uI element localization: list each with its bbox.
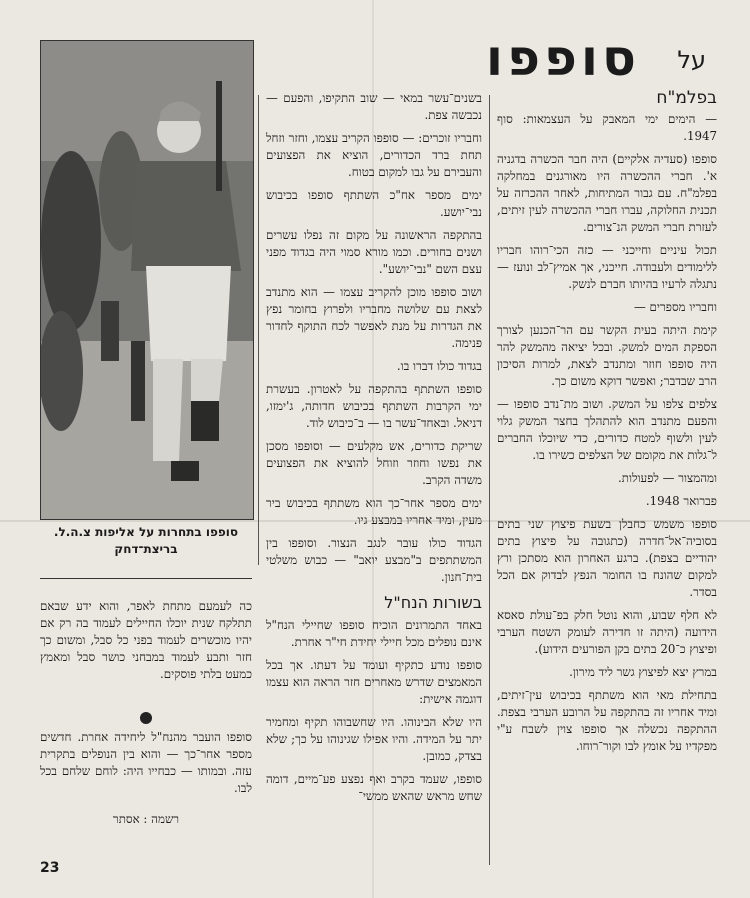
paragraph: פברואר 1948.	[645, 494, 717, 508]
paragraph: סופפו (סעדיה אלקיים) היה חבר הכשרה בדגניה א'. חברי ההכשרה היו מאורגנים במחלקה בפלמ"ח. עם גבור המתיחות, לאחר ההכרזה על תכנית החלוקה, עברו חברי ההכשרה לעין זיתים, לעזרת חברי המשק הנ־צורים.	[497, 152, 717, 234]
column-rule	[258, 95, 259, 565]
page-number: 23	[40, 860, 60, 876]
photo-caption: סופפו בתחרות על אליפות צ.ה.ל. בריצת־דחק	[53, 525, 239, 556]
paragraph: בהתקפה הראשונה על מקום זה נפלו עשרים ושנים בחורים. וכמו מורא סמוי היה בגדוד מפני עצם השם "נבי־יושע".	[266, 228, 482, 276]
paragraph: ימים מספר אח"כ השתתף סופפו בכיבוש נבי־יושע.	[266, 188, 482, 219]
article-title: סופפו	[485, 29, 640, 87]
paragraph: ימים מספר אחר־כך הוא משתתף בכיבוש ביר מעין, ומיד אחריו במבצע גיו.	[266, 496, 482, 527]
bullet-separator	[140, 712, 152, 724]
paragraph: — הימים ימי המאבק על העצמאות: סוף 1947.	[497, 112, 717, 143]
paragraph: הגדוד כולו עובר לנגב הנצור. וסופפו בין המשתתפים ב"מבצע יואב" — כבוש משלטי בית־חנון.	[266, 536, 482, 584]
paragraph: היו שלא הבינוהו. היו שחשבוהו תקיף ומחמיר יתר על המידה. והיו אפילו שגינוהו על כך; שלא בצדק, כמובן.	[266, 715, 482, 763]
paragraph: וחבריו זוכרים: — סופפו הקריב עצמו, וחזר וזחל תחת ברד הכדורים, הוציא את הפצועים והעבירם על גבו למקום בטוח.	[266, 131, 482, 179]
author-credit: רשמה : אסתר	[112, 812, 180, 826]
paragraph: סופפו נודע כתקיף ועומד על דעתו. אך בכל המאמצים שדרש מאחרים חזר הראה הוא עצמו דוגמה אישית:	[266, 658, 482, 706]
paragraph: סופפו השתתף בהתקפה על לאטרון. בעשרת ימי הקרבות השתתף בכיבוש חדותה, ג'ימזו, דניאל. ובאחד־עשר בו — ב־כיבוש לוד.	[266, 382, 482, 430]
paragraph: סופפו הועבר מהנח"ל ליחידה אחרת. חדשים מספר אחר־כך — והוא בין הנופלים בתקרית עזה. ובמותו — כבחייו היה: לוחם שלחם בכל לבו.	[40, 730, 252, 795]
photo-runner	[40, 40, 254, 520]
paragraph: במרץ יצא לפיצוץ גשר ליד מירון.	[569, 665, 717, 679]
section-heading-nahal: בשורות הנח"ל	[384, 593, 482, 612]
runner-photo-illustration	[41, 41, 253, 519]
column-right	[497, 90, 717, 761]
paragraph: באחד התמרונים הוכיח סופפו שחיילי הנח"ל אינם נופלים מכל חיילי יחידת חי"ר אחרת.	[266, 618, 482, 649]
column-rule	[489, 95, 490, 865]
paragraph: ושוב סופפו מוכן להקריב עצמו — הוא מתנדב לצאת עם שלושה מחבריו ולפרוץ בחומר נפץ את הגדרות על מנת לאפשר לכח התוקף לחדור פנימה.	[266, 285, 482, 350]
paragraph: בתחילת מאי הוא משתתף בכיבוש עין־זיתים, ומיד אחריו זה בהתקפה על הרובע הערבי בצפת. ההתקפה נכשלה אך סופפו צוין לשבח ע"י מפקדיו על אומץ לבו וקור־רוחו.	[497, 688, 717, 753]
paragraph: תכול עיניים וחייכני — כזה הכי־רוהו חבריו ללימודים ולעבודה. חייכני, אך אמיץ־לב ונועז — נתגלה לרעיו בהיותו חברם לנשק.	[497, 243, 717, 291]
paragraph: סופפו, שעמד בקרב ואף נפצע פע־מיים, דומה שחש מראש שהאש ממשי־	[266, 772, 482, 803]
section-heading-palmach: בפלמ"ח	[656, 88, 717, 108]
paragraph: שריקת כדורים, אש מקלעים — וסופפו מסכן את נפשו וחוזר וזוחל להוציא את הפצועים משדה הקרב.	[266, 439, 482, 487]
paragraph: בשנים־עשר במאי — שוב התקיפו, והפעם — נכבשה צפת.	[266, 91, 482, 122]
paragraph: כה לעמעם מתחת לאפר, והוא ידע שבאם תתלקח שנית יוכלו החיילים לעמוד בה רק אם יהיו מוכשרים לעמוד בפני כל סבל, ומשום כך חזר ותבע לעמוד במבחני כושר סבל ומאמץ כמעט בלתי פוסקים.	[40, 599, 252, 681]
paragraph: צלפים צלפו על המשק. ושוב מת־נדב סופפו — והפעם מתנדב הוא להתהלך בחצר המשק גלוי לעין ולשוף למטח כדורים, כדי שיוכלו החברים ל־גלות את מקומם של הצלפים כשירו בו.	[497, 397, 717, 462]
paragraph: וחבריו מספרים —	[633, 300, 717, 314]
column-middle	[266, 90, 482, 811]
title-prefix: על	[677, 46, 706, 74]
paragraph: קימת היתה בעית הקשר עם הר־הכנען לצורך הספקת המים למשק. ובכל יציאה מהמשק להר היה סופפו חוזר ומתנדב לצאת, למרות הסיכון הרב שבדבר; ואפשר דוקא משום כך.	[497, 323, 717, 388]
paragraph: ומהמצור — לפעולות.	[618, 471, 717, 485]
paragraph: לא חלף שבוע, והוא נוטל חלק בפ־עולת סאסא הידועה (היתה זו חדירה לעומק השטח הערבי ופיצוץ כ־20 בתים בקן הפורעים הידוע).	[497, 608, 717, 656]
paragraph: בגדוד כולו דברו בו.	[396, 359, 482, 373]
paragraph: סופפו משמש כחבלן בשעת פיצוץ שני בתים בסוביה־אל־חדרה (כתגובה על פיצוץ בתים יהודיים בצפת). ברגע האחרון הוא מסתכן ורץ למקום שהונח בו החומר הנפץ לבדוק אם הכל בסדר.	[497, 517, 717, 599]
caption-rule	[40, 578, 252, 579]
